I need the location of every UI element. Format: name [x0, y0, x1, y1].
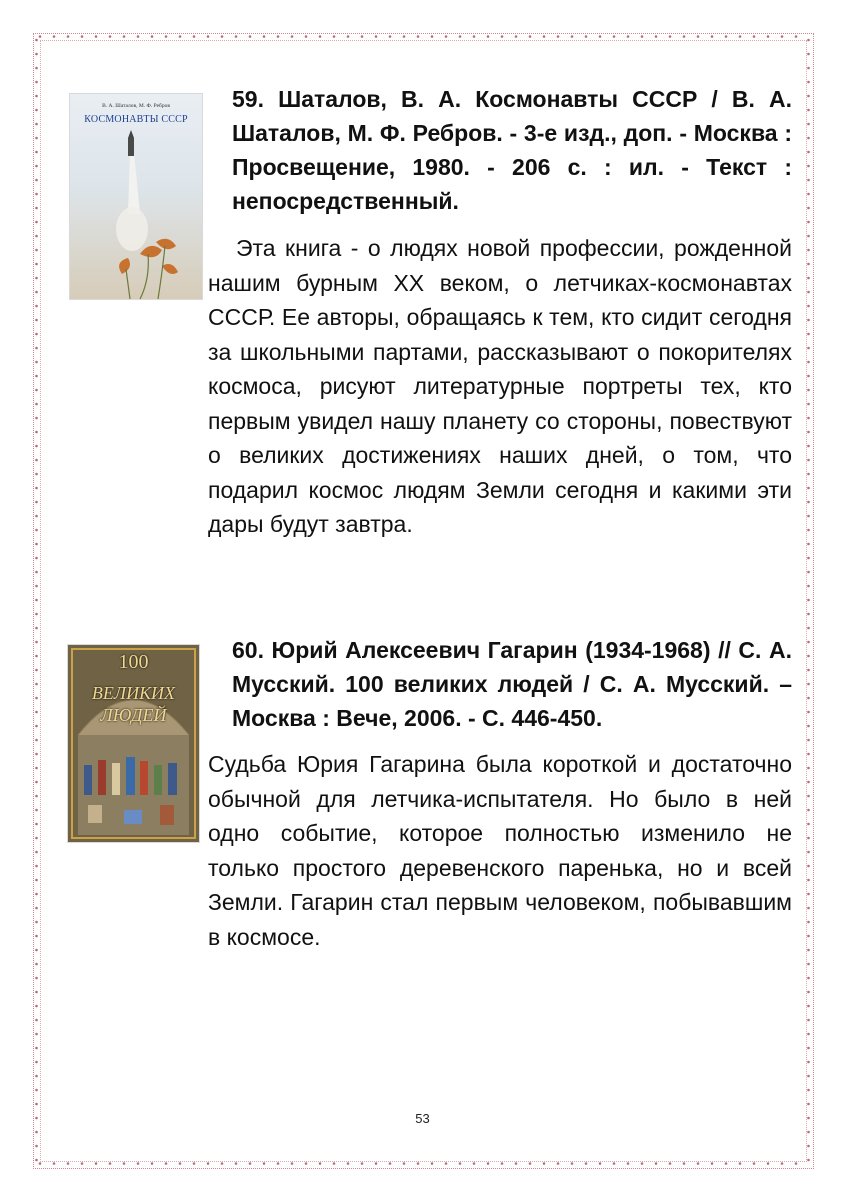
border-ornament: [795, 1162, 798, 1165]
border-ornament: [333, 35, 336, 38]
border-ornament: [807, 1103, 810, 1106]
border-ornament: [515, 35, 518, 38]
border-ornament: [35, 585, 38, 588]
border-ornament: [807, 739, 810, 742]
border-ornament: [807, 1033, 810, 1036]
book-cover-100-velikih-lyudei: [68, 645, 199, 842]
border-ornament: [347, 35, 350, 38]
border-ornament: [277, 1162, 280, 1165]
border-ornament: [35, 1131, 38, 1134]
cover-title-line2: ЛЮДЕЙ: [100, 705, 167, 725]
border-ornament: [35, 1145, 38, 1148]
border-ornament: [35, 767, 38, 770]
border-ornament: [697, 1162, 700, 1165]
border-ornament: [403, 1162, 406, 1165]
border-ornament: [807, 95, 810, 98]
border-ornament: [807, 767, 810, 770]
border-ornament: [807, 501, 810, 504]
border-ornament: [599, 35, 602, 38]
border-ornament: [137, 1162, 140, 1165]
border-ornament: [35, 641, 38, 644]
rocket-illustration: [70, 94, 202, 299]
border-ornament: [35, 557, 38, 560]
border-ornament: [807, 893, 810, 896]
border-ornament: [221, 35, 224, 38]
border-ornament: [807, 1061, 810, 1064]
border-ornament: [35, 1159, 38, 1162]
border-ornament: [683, 35, 686, 38]
border-ornament: [529, 1162, 532, 1165]
border-ornament: [807, 879, 810, 882]
border-ornament: [35, 1005, 38, 1008]
border-ornament: [35, 837, 38, 840]
border-ornament: [807, 389, 810, 392]
border-ornament: [35, 977, 38, 980]
border-ornament: [627, 35, 630, 38]
border-ornament: [35, 277, 38, 280]
border-ornament: [613, 35, 616, 38]
border-ornament: [807, 1019, 810, 1022]
border-ornament: [613, 1162, 616, 1165]
border-ornament: [35, 333, 38, 336]
cover-title-line1: ВЕЛИКИХ: [91, 683, 176, 703]
border-ornament: [557, 1162, 560, 1165]
border-ornament: [109, 35, 112, 38]
border-ornament: [807, 753, 810, 756]
border-ornament: [445, 35, 448, 38]
border-ornament: [35, 1019, 38, 1022]
border-ornament: [165, 35, 168, 38]
border-ornament: [641, 1162, 644, 1165]
border-ornament: [807, 613, 810, 616]
border-ornament: [35, 683, 38, 686]
border-ornament: [347, 1162, 350, 1165]
border-ornament: [35, 865, 38, 868]
border-ornament: [35, 963, 38, 966]
border-ornament: [35, 809, 38, 812]
border-ornament: [35, 823, 38, 826]
border-ornament: [35, 1103, 38, 1106]
border-ornament: [807, 1159, 810, 1162]
border-ornament: [35, 921, 38, 924]
border-ornament: [291, 1162, 294, 1165]
border-ornament: [403, 35, 406, 38]
cover-number: 100: [118, 651, 149, 673]
border-ornament: [807, 235, 810, 238]
border-ornament: [431, 35, 434, 38]
border-ornament: [781, 1162, 784, 1165]
border-ornament: [807, 459, 810, 462]
border-ornament: [35, 445, 38, 448]
border-ornament: [807, 193, 810, 196]
border-ornament: [515, 1162, 518, 1165]
border-ornament: [487, 1162, 490, 1165]
border-ornament: [655, 1162, 658, 1165]
border-ornament: [35, 781, 38, 784]
border-ornament: [179, 35, 182, 38]
border-ornament: [807, 907, 810, 910]
border-ornament: [725, 35, 728, 38]
border-ornament: [35, 1061, 38, 1064]
border-ornament: [807, 1089, 810, 1092]
border-ornament: [807, 445, 810, 448]
border-ornament: [431, 1162, 434, 1165]
border-ornament: [53, 35, 56, 38]
border-ornament: [807, 221, 810, 224]
border-ornament: [641, 35, 644, 38]
border-ornament: [35, 1089, 38, 1092]
border-ornament: [235, 35, 238, 38]
border-ornament: [627, 1162, 630, 1165]
border-ornament: [753, 1162, 756, 1165]
border-ornament: [67, 1162, 70, 1165]
border-ornament: [501, 35, 504, 38]
border-ornament: [35, 473, 38, 476]
border-ornament: [35, 361, 38, 364]
border-ornament: [807, 249, 810, 252]
border-ornament: [35, 655, 38, 658]
border-ornament: [807, 515, 810, 518]
border-ornament: [807, 81, 810, 84]
border-ornament: [807, 781, 810, 784]
border-ornament: [35, 459, 38, 462]
border-ornament: [711, 1162, 714, 1165]
border-ornament: [807, 151, 810, 154]
border-ornament: [263, 1162, 266, 1165]
border-ornament: [35, 81, 38, 84]
border-ornament: [35, 753, 38, 756]
border-ornament: [305, 35, 308, 38]
border-ornament: [807, 53, 810, 56]
border-ornament: [123, 1162, 126, 1165]
border-ornament: [669, 1162, 672, 1165]
border-ornament: [807, 543, 810, 546]
border-ornament: [193, 35, 196, 38]
border-ornament: [291, 35, 294, 38]
border-ornament: [807, 263, 810, 266]
border-ornament: [151, 1162, 154, 1165]
border-ornament: [807, 571, 810, 574]
border-ornament: [333, 1162, 336, 1165]
border-ornament: [35, 515, 38, 518]
border-ornament: [35, 613, 38, 616]
border-ornament: [753, 35, 756, 38]
border-ornament: [35, 389, 38, 392]
border-ornament: [137, 35, 140, 38]
border-ornament: [807, 669, 810, 672]
border-ornament: [53, 1162, 56, 1165]
border-ornament: [35, 431, 38, 434]
border-ornament: [807, 865, 810, 868]
entry-annotation-60: Судьба Юрия Гагарина была короткой и достаточно обычной для летчика-испытателя. Но было в ней одно событие, которое полностью изменило не только простого деревенского паренька, но и всей Земли. Гагарин стал первым человеком, побывавшим в космосе.: [208, 751, 792, 950]
border-ornament: [319, 1162, 322, 1165]
border-ornament: [249, 35, 252, 38]
border-ornament: [123, 35, 126, 38]
border-ornament: [35, 179, 38, 182]
border-ornament: [767, 35, 770, 38]
border-ornament: [39, 35, 42, 38]
border-ornament: [807, 487, 810, 490]
border-ornament: [35, 417, 38, 420]
border-ornament: [35, 949, 38, 952]
border-ornament: [599, 1162, 602, 1165]
border-ornament: [807, 851, 810, 854]
border-ornament: [795, 35, 798, 38]
border-ornament: [35, 697, 38, 700]
border-ornament: [807, 949, 810, 952]
border-ornament: [221, 1162, 224, 1165]
border-ornament: [389, 35, 392, 38]
border-ornament: [95, 1162, 98, 1165]
page-number: 53: [415, 1111, 430, 1126]
border-ornament: [445, 1162, 448, 1165]
border-ornament: [417, 1162, 420, 1165]
border-ornament: [529, 35, 532, 38]
border-ornament: [807, 935, 810, 938]
border-ornament: [807, 347, 810, 350]
border-ornament: [473, 1162, 476, 1165]
border-ornament: [35, 599, 38, 602]
border-ornament: [35, 529, 38, 532]
border-ornament: [807, 39, 810, 42]
border-ornament: [35, 907, 38, 910]
border-ornament: [807, 557, 810, 560]
border-ornament: [35, 67, 38, 70]
border-ornament: [35, 375, 38, 378]
border-ornament: [683, 1162, 686, 1165]
border-ornament: [67, 35, 70, 38]
border-ornament: [35, 739, 38, 742]
border-ornament: [807, 361, 810, 364]
border-ornament: [35, 487, 38, 490]
border-ornament: [35, 501, 38, 504]
border-ornament: [571, 1162, 574, 1165]
entry-annotation-59: Эта книга - о людях новой профессии, рожденной нашим бурным XX веком, о летчиках-космонавтах СССР. Ее авторы, обращаясь к тем, кто сидит сегодня за школьными партами, рассказывают о покорителях космоса, рисуют литературные портреты тех, кто первым увидел нашу планету со стороны, повествуют о великих достижениях наших дней, о том, что подарил космос людям Земли сегодня и какими эти дары будут завтра.: [208, 235, 792, 537]
border-ornament: [487, 35, 490, 38]
border-ornament: [807, 305, 810, 308]
border-ornament: [725, 1162, 728, 1165]
border-ornament: [35, 109, 38, 112]
border-ornament: [807, 291, 810, 294]
border-ornament: [375, 1162, 378, 1165]
border-ornament: [35, 165, 38, 168]
border-ornament: [35, 543, 38, 546]
border-ornament: [807, 137, 810, 140]
border-ornament: [807, 333, 810, 336]
fresco-illustration: [68, 645, 199, 842]
cover-title: КОСМОНАВТЫ СССР: [84, 114, 188, 125]
border-ornament: [807, 1075, 810, 1078]
border-ornament: [35, 137, 38, 140]
border-ornament: [277, 35, 280, 38]
border-ornament: [35, 347, 38, 350]
border-ornament: [807, 1131, 810, 1134]
border-ornament: [35, 235, 38, 238]
border-ornament: [35, 263, 38, 266]
border-ornament: [807, 431, 810, 434]
border-ornament: [697, 35, 700, 38]
border-ornament: [35, 627, 38, 630]
border-ornament: [35, 403, 38, 406]
border-ornament: [165, 1162, 168, 1165]
border-ornament: [807, 641, 810, 644]
border-ornament: [35, 249, 38, 252]
border-ornament: [35, 151, 38, 154]
border-ornament: [361, 1162, 364, 1165]
border-ornament: [39, 1162, 42, 1165]
border-ornament: [807, 921, 810, 924]
border-ornament: [151, 35, 154, 38]
border-ornament: [807, 375, 810, 378]
border-ornament: [807, 683, 810, 686]
border-ornament: [35, 991, 38, 994]
border-ornament: [807, 207, 810, 210]
border-ornament: [35, 893, 38, 896]
border-ornament: [807, 837, 810, 840]
border-ornament: [655, 35, 658, 38]
border-ornament: [807, 1145, 810, 1148]
border-ornament: [193, 1162, 196, 1165]
border-ornament: [807, 319, 810, 322]
border-ornament: [109, 1162, 112, 1165]
border-ornament: [669, 35, 672, 38]
cover-authors: В. А. Шаталов, М. Ф. Ребров: [102, 103, 170, 109]
border-ornament: [389, 1162, 392, 1165]
border-ornament: [807, 67, 810, 70]
border-ornament: [81, 35, 84, 38]
border-ornament: [571, 35, 574, 38]
border-ornament: [807, 809, 810, 812]
border-ornament: [711, 35, 714, 38]
border-ornament: [207, 1162, 210, 1165]
border-ornament: [35, 193, 38, 196]
border-ornament: [807, 417, 810, 420]
border-ornament: [361, 35, 364, 38]
border-ornament: [501, 1162, 504, 1165]
border-ornament: [543, 35, 546, 38]
border-ornament: [35, 95, 38, 98]
border-ornament: [179, 1162, 182, 1165]
border-ornament: [35, 291, 38, 294]
border-ornament: [35, 1047, 38, 1050]
border-ornament: [585, 1162, 588, 1165]
border-ornament: [81, 1162, 84, 1165]
border-ornament: [807, 585, 810, 588]
border-ornament: [807, 977, 810, 980]
border-ornament: [807, 627, 810, 630]
border-ornament: [807, 403, 810, 406]
border-ornament: [235, 1162, 238, 1165]
border-ornament: [807, 165, 810, 168]
border-ornament: [807, 109, 810, 112]
border-ornament: [35, 319, 38, 322]
entry-title-59: 59. Шаталов, В. А. Космонавты СССР / В. А. Шаталов, М. Ф. Ребров. - 3-е изд., доп. - Москва : Просвещение, 1980. - 206 с. : ил. - Текст : непосредственный.: [232, 86, 792, 214]
border-ornament: [459, 35, 462, 38]
border-ornament: [807, 655, 810, 658]
border-ornament: [807, 473, 810, 476]
border-ornament: [305, 1162, 308, 1165]
border-ornament: [35, 53, 38, 56]
border-ornament: [807, 277, 810, 280]
border-ornament: [263, 35, 266, 38]
border-ornament: [807, 823, 810, 826]
border-ornament: [807, 697, 810, 700]
border-ornament: [781, 35, 784, 38]
border-ornament: [207, 35, 210, 38]
border-ornament: [807, 123, 810, 126]
book-cover-kosmonavty-sssr: [70, 94, 202, 299]
border-ornament: [35, 305, 38, 308]
border-ornament: [35, 879, 38, 882]
border-ornament: [807, 529, 810, 532]
border-ornament: [35, 935, 38, 938]
border-ornament: [473, 35, 476, 38]
border-ornament: [807, 725, 810, 728]
border-ornament: [807, 1005, 810, 1008]
border-ornament: [35, 1033, 38, 1036]
border-ornament: [249, 1162, 252, 1165]
border-ornament: [807, 179, 810, 182]
border-ornament: [35, 795, 38, 798]
border-ornament: [35, 571, 38, 574]
border-ornament: [35, 711, 38, 714]
border-ornament: [375, 35, 378, 38]
entry-title-60: 60. Юрий Алексеевич Гагарин (1934-1968) // С. А. Мусский. 100 великих людей / С. А. Мусский. – Москва : Вече, 2006. - С. 446-450.: [232, 637, 792, 731]
border-ornament: [35, 207, 38, 210]
border-ornament: [807, 599, 810, 602]
border-ornament: [35, 39, 38, 42]
border-ornament: [585, 35, 588, 38]
border-ornament: [767, 1162, 770, 1165]
border-ornament: [35, 123, 38, 126]
border-ornament: [739, 1162, 742, 1165]
border-ornament: [35, 1075, 38, 1078]
border-ornament: [739, 35, 742, 38]
border-ornament: [35, 725, 38, 728]
border-ornament: [807, 1047, 810, 1050]
border-ornament: [35, 851, 38, 854]
border-ornament: [95, 35, 98, 38]
border-ornament: [417, 35, 420, 38]
border-ornament: [319, 35, 322, 38]
border-ornament: [543, 1162, 546, 1165]
border-ornament: [35, 221, 38, 224]
border-ornament: [557, 35, 560, 38]
border-ornament: [807, 795, 810, 798]
border-ornament: [459, 1162, 462, 1165]
border-ornament: [807, 963, 810, 966]
border-ornament: [807, 991, 810, 994]
border-ornament: [807, 711, 810, 714]
border-ornament: [35, 669, 38, 672]
